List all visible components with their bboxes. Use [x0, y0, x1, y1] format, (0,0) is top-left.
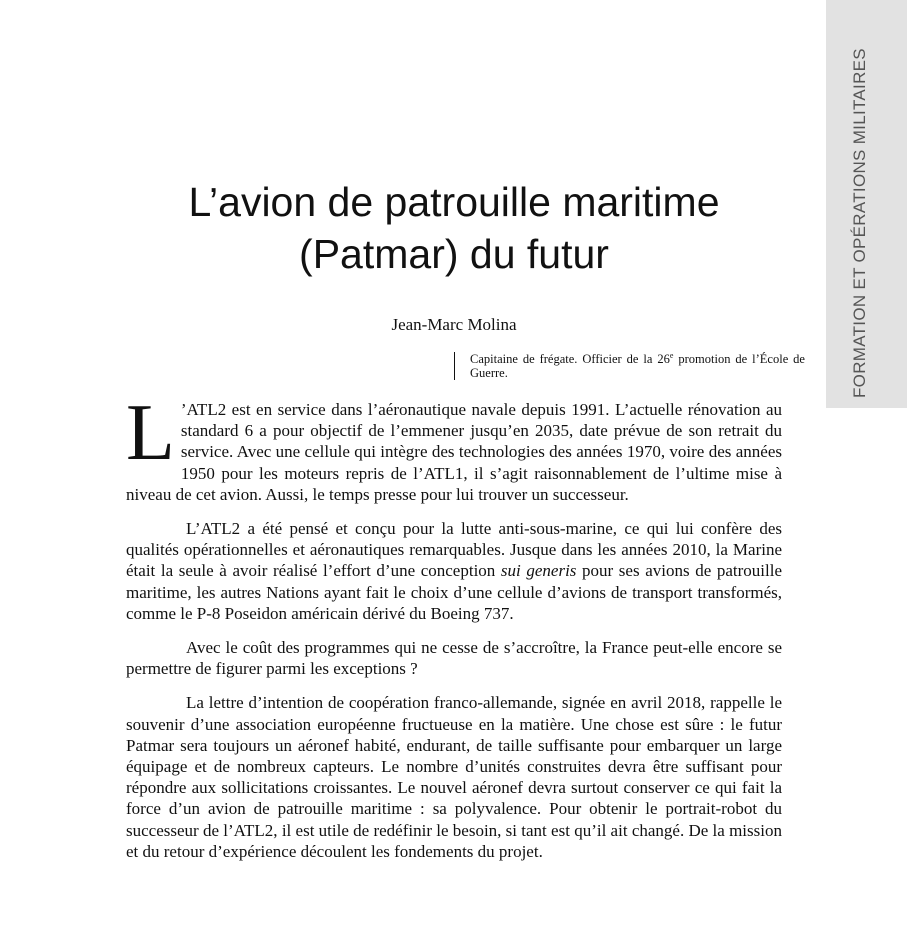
paragraph-2-text-end: pour ses avions de patrouille maritime, les autres Nations ayant fait le choix d’une cellule d’avions de transport transformés, comme le P-8 Poseidon américain dérivé du Boeing 737. [126, 561, 782, 623]
paragraph-2-text-start: L’ATL2 a été pensé et conçu pour la lutte anti-sous-marine, ce qui lui confère des qualités opérationnelles et aéronautiques remarquables. Jusque dans les années 2010, la Marine était la seule à avoir réalisé l’effort d’une conception [126, 519, 782, 581]
article-title-line-1: L’avion de patrouille maritime [188, 179, 720, 225]
author-name: Jean-Marc Molina [391, 315, 517, 334]
article-body [126, 389, 782, 875]
paragraph-2-italic: sui generis [500, 561, 577, 581]
affiliation-superscript: e [669, 350, 674, 360]
paragraph-3: Avec le coût des programmes qui ne cesse de s’accroître, la France peut-elle encore se permettre de figurer parmi les exceptions ? [126, 638, 782, 679]
paragraph-4: La lettre d’intention de coopération franco-allemande, signée en avril 2018, rappelle le souvenir d’une association européenne fructueuse en la matière. Une chose est sûre : le futur Patmar sera toujours un aéronef habité, endurant, de taille suffisante pour embarquer un large équipage et de nombreux capteurs. Le nombre d’unités construites devra être suffisant pour répondre aux sollicitations croissantes. Le nouvel aéronef devra surtout conserver ce qui fait la force d’un avion de patrouille maritime : sa polyvalence. Pour obtenir le portrait-robot du successeur de l’ATL2, il est utile de redéfinir le besoin, si tant est qu’il ait changé. De la mission et du retour d’expérience découlent les fondements du projet. [126, 693, 782, 861]
paragraph-2 [126, 518, 782, 624]
article-title-line-2: (Patmar) du futur [299, 231, 609, 277]
paragraph-1 [126, 389, 782, 505]
affiliation-text-start: Capitaine de frégate. Officier de la 26 [470, 352, 670, 366]
paragraph-1-text: ’ATL2 est en service dans l’aéronautique navale depuis 1991. L’actuelle rénovation au standard 6 a pour objectif de l’emmener jusqu’en 2035, date prévue de son retrait du service. Avec une cellule qui intègre des technologies des années 1970, voire des années 1950 pour les moteurs repris de l’ATL1, il s’agit raisonnablement de l’ultime mise à niveau de cet avion. Aussi, le temps presse pour lui trouver un successeur. [126, 400, 782, 504]
author-affiliation [454, 352, 805, 380]
affiliation-text-end: promotion de l’École de Guerre. [470, 352, 805, 380]
article-title [126, 176, 782, 280]
section-tab-label: FORMATION ET OPÉRATIONS MILITAIRES [850, 48, 869, 398]
drop-cap: L [126, 389, 175, 477]
